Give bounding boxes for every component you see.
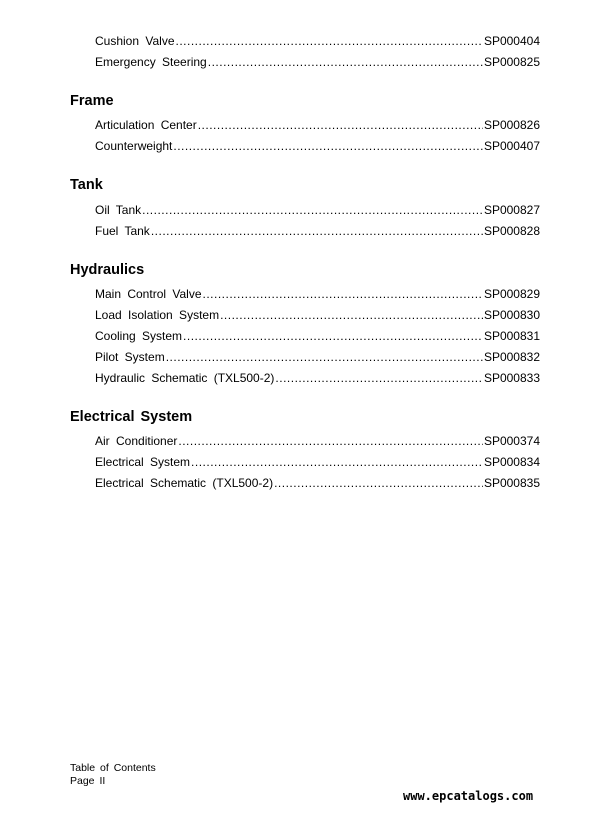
dot-leader: [166, 350, 483, 364]
toc-entry-cooling-system[interactable]: [95, 327, 540, 343]
toc-entry-ref: SP000374: [483, 434, 540, 448]
dot-leader: [275, 371, 483, 385]
dot-leader: [191, 455, 483, 469]
toc-entry-oil-tank[interactable]: [95, 201, 540, 217]
toc-entry-ref: SP000832: [483, 350, 540, 364]
toc-entry-title: Electrical System: [95, 455, 191, 469]
dot-leader: [173, 139, 483, 153]
toc-entry-load-isolation-system[interactable]: [95, 306, 540, 322]
toc-entry-main-control-valve[interactable]: [95, 285, 540, 301]
toc-entry-counterweight[interactable]: [95, 137, 540, 153]
toc-entry-ref: SP000834: [483, 455, 540, 469]
dot-leader: [220, 308, 483, 322]
toc-entry-ref: SP000830: [483, 308, 540, 322]
dot-leader: [203, 287, 483, 301]
dot-leader: [274, 476, 483, 490]
toc-entry-title: Hydraulic Schematic (TXL500-2): [95, 371, 275, 385]
toc-entry-ref: SP000826: [483, 118, 540, 132]
toc-entry-ref: SP000833: [483, 371, 540, 385]
section-heading-tank: Tank: [70, 177, 103, 193]
toc-entry-fuel-tank[interactable]: [95, 222, 540, 238]
dot-leader: [198, 118, 483, 132]
toc-entry-emergency-steering[interactable]: [95, 53, 540, 69]
dot-leader: [178, 434, 483, 448]
toc-entry-title: Pilot System: [95, 350, 165, 364]
section-heading-hydraulics: Hydraulics: [70, 262, 145, 278]
toc-entry-hydraulic-schematic[interactable]: [95, 369, 540, 385]
toc-entry-ref: SP000404: [483, 34, 540, 48]
footer-page-label: Page II: [70, 775, 106, 787]
toc-entry-title: Main Control Valve: [95, 287, 202, 301]
toc-entry-pilot-system[interactable]: [95, 348, 540, 364]
toc-entry-ref: SP000407: [483, 139, 540, 153]
toc-entry-articulation-center[interactable]: [95, 116, 540, 132]
dot-leader: [176, 34, 483, 48]
toc-entry-ref: SP000831: [483, 329, 540, 343]
dot-leader: [142, 203, 483, 217]
toc-entry-title: Cushion Valve: [95, 34, 175, 48]
toc-entry-title: Oil Tank: [95, 203, 142, 217]
watermark-url: www.epcatalogs.com: [403, 789, 534, 803]
toc-entry-ref: SP000828: [483, 224, 540, 238]
section-heading-electrical-system: Electrical System: [70, 409, 193, 425]
footer-document-title: Table of Contents: [70, 762, 156, 774]
toc-entry-cushion-valve[interactable]: [95, 32, 540, 48]
dot-leader: [151, 224, 483, 238]
toc-entry-electrical-schematic[interactable]: [95, 474, 540, 490]
dot-leader: [183, 329, 483, 343]
toc-entry-ref: SP000829: [483, 287, 540, 301]
toc-entry-title: Articulation Center: [95, 118, 197, 132]
toc-entry-electrical-system[interactable]: [95, 453, 540, 469]
toc-entry-title: Load Isolation System: [95, 308, 220, 322]
toc-entry-title: Emergency Steering: [95, 55, 207, 69]
toc-entry-title: Air Conditioner: [95, 434, 178, 448]
toc-entry-title: Electrical Schematic (TXL500-2): [95, 476, 274, 490]
dot-leader: [208, 55, 483, 69]
toc-entry-title: Cooling System: [95, 329, 183, 343]
toc-entry-ref: SP000825: [483, 55, 540, 69]
section-heading-frame: Frame: [70, 93, 114, 109]
toc-entry-title: Counterweight: [95, 139, 173, 153]
toc-entry-ref: SP000835: [483, 476, 540, 490]
toc-entry-air-conditioner[interactable]: [95, 432, 540, 448]
toc-entry-ref: SP000827: [483, 203, 540, 217]
toc-entry-title: Fuel Tank: [95, 224, 150, 238]
